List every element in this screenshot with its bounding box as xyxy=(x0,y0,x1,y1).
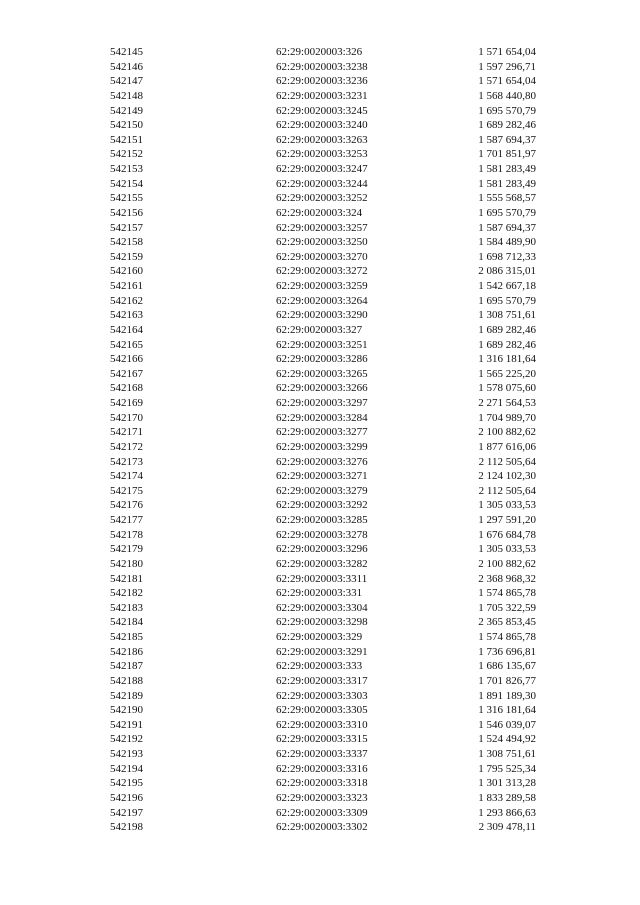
cadastral-number: 62:29:0020003:3264 xyxy=(276,294,368,307)
row-id: 542151 xyxy=(110,133,143,146)
row-id: 542173 xyxy=(110,455,143,468)
table-row xyxy=(110,381,536,396)
table-row xyxy=(110,367,536,382)
cadastral-value: 1 689 282,46 xyxy=(478,338,536,351)
cadastral-value: 1 524 494,92 xyxy=(478,733,536,746)
table-row xyxy=(110,820,536,835)
row-id: 542147 xyxy=(110,75,143,88)
row-id: 542146 xyxy=(110,60,143,73)
table-row xyxy=(110,689,536,704)
cadastral-value: 2 365 853,45 xyxy=(478,616,536,629)
row-id: 542182 xyxy=(110,587,143,600)
cadastral-number: 62:29:0020003:3240 xyxy=(276,119,368,132)
cadastral-value: 1 701 851,97 xyxy=(478,148,536,161)
row-id: 542189 xyxy=(110,689,143,702)
cadastral-value: 1 581 283,49 xyxy=(478,163,536,175)
table-row xyxy=(110,440,536,455)
table-row xyxy=(110,338,536,353)
cadastral-number: 62:29:0020003:3263 xyxy=(276,133,368,146)
row-id: 542154 xyxy=(110,177,143,190)
row-id: 542174 xyxy=(110,470,143,483)
cadastral-value: 2 124 102,30 xyxy=(478,470,536,483)
row-id: 542195 xyxy=(110,777,143,790)
row-id: 542178 xyxy=(110,528,143,541)
row-id: 542169 xyxy=(110,397,143,409)
cadastral-number: 62:29:0020003:3277 xyxy=(276,426,368,439)
row-id: 542185 xyxy=(110,631,143,643)
cadastral-number: 62:29:0020003:3309 xyxy=(276,806,368,819)
row-id: 542197 xyxy=(110,806,143,819)
table-row xyxy=(110,791,536,806)
table-row xyxy=(110,762,536,777)
row-id: 542167 xyxy=(110,367,143,380)
cadastral-number: 62:29:0020003:3257 xyxy=(276,221,368,234)
cadastral-number: 62:29:0020003:3282 xyxy=(276,557,368,570)
cadastral-number: 62:29:0020003:326 xyxy=(276,46,363,58)
row-id: 542198 xyxy=(110,821,143,834)
cadastral-value: 1 301 313,28 xyxy=(478,777,536,790)
table-row xyxy=(110,162,536,177)
row-id: 542192 xyxy=(110,733,143,746)
cadastral-value: 1 689 282,46 xyxy=(478,323,536,336)
cadastral-number: 62:29:0020003:3305 xyxy=(276,704,368,717)
table-row xyxy=(110,74,536,89)
table-row xyxy=(110,411,536,426)
table-row xyxy=(110,776,536,791)
row-id: 542145 xyxy=(110,46,143,58)
table-row xyxy=(110,294,536,309)
row-id: 542163 xyxy=(110,309,143,322)
cadastral-value: 1 578 075,60 xyxy=(478,382,536,395)
row-id: 542196 xyxy=(110,791,143,804)
row-id: 542161 xyxy=(110,280,143,292)
cadastral-value: 1 546 039,07 xyxy=(478,718,536,731)
table-row xyxy=(110,732,536,747)
cadastral-number: 62:29:0020003:3284 xyxy=(276,411,368,424)
row-id: 542187 xyxy=(110,660,143,673)
row-id: 542152 xyxy=(110,148,143,161)
cadastral-number: 62:29:0020003:324 xyxy=(276,206,363,219)
cadastral-number: 62:29:0020003:3323 xyxy=(276,791,368,804)
cadastral-number: 62:29:0020003:3236 xyxy=(276,75,368,88)
table-row xyxy=(110,645,536,660)
row-id: 542157 xyxy=(110,221,143,234)
row-id: 542158 xyxy=(110,236,143,249)
table-row xyxy=(110,718,536,733)
cadastral-number: 62:29:0020003:3296 xyxy=(276,543,368,556)
table-row xyxy=(110,674,536,689)
table-row xyxy=(110,104,536,119)
cadastral-number: 62:29:0020003:3278 xyxy=(276,528,368,541)
row-id: 542172 xyxy=(110,440,143,453)
cadastral-value: 2 112 505,64 xyxy=(478,455,536,468)
cadastral-value: 1 587 694,37 xyxy=(478,133,536,146)
table-row xyxy=(110,235,536,250)
table-row xyxy=(110,177,536,192)
table-row xyxy=(110,221,536,236)
cadastral-value: 1 316 181,64 xyxy=(478,704,536,717)
cadastral-value: 2 100 882,62 xyxy=(478,426,536,439)
row-id: 542164 xyxy=(110,323,143,336)
row-id: 542193 xyxy=(110,748,143,760)
cadastral-value: 1 584 489,90 xyxy=(478,236,536,249)
cadastral-number: 62:29:0020003:3265 xyxy=(276,367,368,380)
table-row xyxy=(110,118,536,133)
row-id: 542181 xyxy=(110,572,143,585)
table-row xyxy=(110,586,536,601)
table-row xyxy=(110,557,536,572)
row-id: 542191 xyxy=(110,718,143,731)
cadastral-number: 62:29:0020003:3290 xyxy=(276,309,368,322)
cadastral-number: 62:29:0020003:3259 xyxy=(276,280,368,292)
table-row xyxy=(110,323,536,338)
row-id: 542194 xyxy=(110,762,143,775)
cadastral-number: 62:29:0020003:331 xyxy=(276,587,363,600)
cadastral-number: 62:29:0020003:3318 xyxy=(276,777,368,790)
table-row xyxy=(110,191,536,206)
cadastral-value: 1 833 289,58 xyxy=(478,791,536,804)
table-row xyxy=(110,601,536,616)
cadastral-number: 62:29:0020003:3317 xyxy=(276,674,368,687)
cadastral-number: 62:29:0020003:3231 xyxy=(276,89,368,102)
cadastral-number: 62:29:0020003:3238 xyxy=(276,60,368,73)
cadastral-value: 1 698 712,33 xyxy=(478,250,536,263)
cadastral-value: 1 574 865,78 xyxy=(478,587,536,600)
table-row xyxy=(110,308,536,323)
cadastral-value: 1 736 696,81 xyxy=(478,645,536,658)
cadastral-number: 62:29:0020003:3315 xyxy=(276,733,368,746)
table-row xyxy=(110,630,536,645)
cadastral-number: 62:29:0020003:3310 xyxy=(276,718,368,731)
cadastral-value: 1 877 616,06 xyxy=(478,440,536,453)
row-id: 542166 xyxy=(110,353,143,366)
cadastral-number: 62:29:0020003:3298 xyxy=(276,616,368,629)
cadastral-number: 62:29:0020003:3266 xyxy=(276,382,368,395)
cadastral-number: 62:29:0020003:3299 xyxy=(276,440,368,453)
cadastral-value: 1 565 225,20 xyxy=(478,367,536,380)
cadastral-value: 2 086 315,01 xyxy=(478,265,536,278)
row-id: 542155 xyxy=(110,192,143,205)
cadastral-number: 62:29:0020003:3285 xyxy=(276,514,368,526)
row-id: 542188 xyxy=(110,674,143,687)
row-id: 542153 xyxy=(110,163,143,175)
table-row xyxy=(110,498,536,513)
cadastral-value: 1 597 296,71 xyxy=(478,60,536,73)
cadastral-value: 1 305 033,53 xyxy=(478,543,536,556)
table-row xyxy=(110,206,536,221)
table-row xyxy=(110,806,536,821)
cadastral-value: 1 704 989,70 xyxy=(478,411,536,424)
cadastral-value: 1 555 568,57 xyxy=(478,192,536,205)
table-row xyxy=(110,60,536,75)
row-id: 542156 xyxy=(110,206,143,219)
cadastral-value: 1 795 525,34 xyxy=(478,762,536,775)
table-row xyxy=(110,747,536,762)
cadastral-value: 1 695 570,79 xyxy=(478,104,536,117)
row-id: 542162 xyxy=(110,294,143,307)
cadastral-value: 1 676 684,78 xyxy=(478,528,536,541)
table-row xyxy=(110,250,536,265)
cadastral-number: 62:29:0020003:327 xyxy=(276,323,363,336)
row-id: 542170 xyxy=(110,411,143,424)
cadastral-number: 62:29:0020003:3276 xyxy=(276,455,368,468)
table-row xyxy=(110,513,536,528)
cadastral-value: 1 293 866,63 xyxy=(478,806,536,819)
table-row xyxy=(110,425,536,440)
table-row xyxy=(110,89,536,104)
row-id: 542150 xyxy=(110,119,143,132)
table-row xyxy=(110,615,536,630)
cadastral-value: 1 891 189,30 xyxy=(478,689,536,702)
cadastral-value: 2 112 505,64 xyxy=(478,484,536,497)
cadastral-number: 62:29:0020003:3303 xyxy=(276,689,368,702)
cadastral-value: 1 705 322,59 xyxy=(478,601,536,614)
row-id: 542186 xyxy=(110,645,143,658)
cadastral-value: 1 587 694,37 xyxy=(478,221,536,234)
table-row xyxy=(110,396,536,411)
table-row xyxy=(110,147,536,162)
table-row xyxy=(110,703,536,718)
table-row xyxy=(110,279,536,294)
cadastral-number: 62:29:0020003:3279 xyxy=(276,484,368,497)
cadastral-number: 62:29:0020003:3302 xyxy=(276,821,368,834)
cadastral-number: 62:29:0020003:3270 xyxy=(276,250,368,263)
cadastral-value: 1 689 282,46 xyxy=(478,119,536,132)
cadastral-number: 62:29:0020003:3253 xyxy=(276,148,368,161)
cadastral-value: 1 305 033,53 xyxy=(478,499,536,512)
cadastral-number: 62:29:0020003:333 xyxy=(276,660,363,673)
row-id: 542148 xyxy=(110,89,143,102)
cadastral-number: 62:29:0020003:3245 xyxy=(276,104,368,117)
cadastral-value: 1 316 181,64 xyxy=(478,353,536,366)
cadastral-value: 1 581 283,49 xyxy=(478,177,536,190)
cadastral-value: 2 309 478,11 xyxy=(478,821,536,834)
row-id: 542168 xyxy=(110,382,143,395)
cadastral-value: 1 308 751,61 xyxy=(478,309,536,322)
cadastral-number: 62:29:0020003:3252 xyxy=(276,192,368,205)
cadastral-value: 1 574 865,78 xyxy=(478,631,536,643)
table-row xyxy=(110,484,536,499)
row-id: 542160 xyxy=(110,265,143,278)
cadastral-value: 1 297 591,20 xyxy=(478,514,536,526)
table-row xyxy=(110,469,536,484)
row-id: 542179 xyxy=(110,543,143,556)
cadastral-value: 1 571 654,04 xyxy=(478,46,536,58)
cadastral-value: 1 571 654,04 xyxy=(478,75,536,88)
row-id: 542175 xyxy=(110,484,143,497)
table-row xyxy=(110,572,536,587)
row-id: 542180 xyxy=(110,557,143,570)
table-row xyxy=(110,542,536,557)
cadastral-number: 62:29:0020003:3297 xyxy=(276,397,368,409)
cadastral-number: 62:29:0020003:3292 xyxy=(276,499,368,512)
table-row xyxy=(110,659,536,674)
table-row xyxy=(110,455,536,470)
row-id: 542190 xyxy=(110,704,143,717)
cadastral-number: 62:29:0020003:3271 xyxy=(276,470,368,483)
row-id: 542165 xyxy=(110,338,143,351)
cadastral-value: 2 271 564,53 xyxy=(478,397,536,409)
cadastral-number: 62:29:0020003:3304 xyxy=(276,601,368,614)
cadastral-number: 62:29:0020003:3337 xyxy=(276,748,368,760)
cadastral-number: 62:29:0020003:3247 xyxy=(276,163,368,175)
row-id: 542159 xyxy=(110,250,143,263)
cadastral-value: 1 686 135,67 xyxy=(478,660,536,673)
row-id: 542149 xyxy=(110,104,143,117)
cadastral-number: 62:29:0020003:3286 xyxy=(276,353,368,366)
cadastral-value: 2 368 968,32 xyxy=(478,572,536,585)
row-id: 542184 xyxy=(110,616,143,629)
table-row xyxy=(110,133,536,148)
cadastral-value: 1 695 570,79 xyxy=(478,206,536,219)
cadastral-number: 62:29:0020003:3250 xyxy=(276,236,368,249)
data-table xyxy=(110,45,536,835)
row-id: 542171 xyxy=(110,426,143,439)
row-id: 542183 xyxy=(110,601,143,614)
cadastral-number: 62:29:0020003:3311 xyxy=(276,572,368,585)
row-id: 542176 xyxy=(110,499,143,512)
cadastral-value: 2 100 882,62 xyxy=(478,557,536,570)
cadastral-value: 1 695 570,79 xyxy=(478,294,536,307)
cadastral-value: 1 308 751,61 xyxy=(478,748,536,760)
cadastral-number: 62:29:0020003:3251 xyxy=(276,338,368,351)
table-row xyxy=(110,352,536,367)
cadastral-number: 62:29:0020003:3291 xyxy=(276,645,368,658)
cadastral-number: 62:29:0020003:3244 xyxy=(276,177,368,190)
cadastral-value: 1 542 667,18 xyxy=(478,280,536,292)
row-id: 542177 xyxy=(110,514,143,526)
table-row xyxy=(110,264,536,279)
table-row xyxy=(110,45,536,60)
cadastral-value: 1 701 826,77 xyxy=(478,674,536,687)
cadastral-number: 62:29:0020003:329 xyxy=(276,631,363,643)
cadastral-number: 62:29:0020003:3272 xyxy=(276,265,368,278)
cadastral-number: 62:29:0020003:3316 xyxy=(276,762,368,775)
table-row xyxy=(110,528,536,543)
cadastral-value: 1 568 440,80 xyxy=(478,89,536,102)
